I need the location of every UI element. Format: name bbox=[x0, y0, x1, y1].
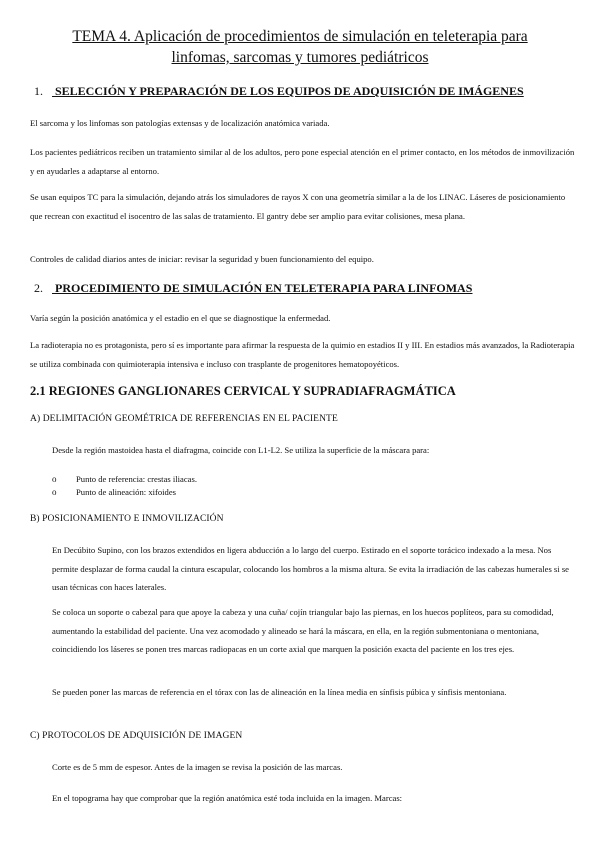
section-2-1-heading: 2.1 REGIONES GANGLIONARES CERVICAL Y SUPRADIAFRAGMÁTICA bbox=[30, 384, 456, 398]
paragraph: Varía según la posición anatómica y el estadio en el que se diagnostique la enfermedad. bbox=[30, 313, 331, 323]
paragraph: El sarcoma y los linfomas son patologías extensas y de localización anatómica variada. bbox=[30, 118, 330, 128]
bullet-marker: o bbox=[52, 487, 57, 497]
paragraph: La radioterapia no es protagonista, pero sí es importante para afirmar la respuesta de la quimio en estadios II y III. En estadios más avanzados, la Radioterapia se utiliza combinada con quimioterapia intensiva e incluso con trasplante de progenitores hematopoyéticos. bbox=[30, 340, 575, 369]
subsection-b-heading: B) POSICIONAMIENTO E INMOVILIZACIÓN bbox=[30, 514, 224, 524]
section-1-number: 1. bbox=[34, 84, 43, 98]
bullet-marker: o bbox=[52, 474, 57, 484]
paragraph: En el topograma hay que comprobar que la región anatómica esté toda incluida en la imagen. Marcas: bbox=[52, 793, 403, 803]
paragraph: En Decúbito Supino, con los brazos extendidos en ligera abducción a lo largo del cuerpo. Estirado en el soporte torácico indexado a la mesa. Nos permite desplazar de forma caudal la cintura escapular, colocando los hombros a la misma altura. Se evita la irradiación de las cabezas humerales si se usan técnicas con haces laterales. bbox=[52, 545, 569, 592]
paragraph: Se pueden poner las marcas de referencia en el tórax con las de alineación en la línea media en sínfisis púbica y sínfisis mentoniana. bbox=[52, 687, 507, 697]
section-2-heading bbox=[34, 281, 574, 296]
paragraph: Corte es de 5 mm de espesor. Antes de la imagen se revisa la posición de las marcas. bbox=[52, 762, 343, 772]
paragraph: Controles de calidad diarios antes de iniciar: revisar la seguridad y buen funcionamiento del equipo. bbox=[30, 254, 374, 264]
list-item-text: Punto de alineación: xifoides bbox=[76, 487, 176, 497]
list-item bbox=[52, 486, 552, 499]
paragraph: Se usan equipos TC para la simulación, dejando atrás los simuladores de rayos X con una geometría similar a la de los LINAC. Láseres de posicionamiento que recrean con exactitud el isocentro de las salas de tratamiento. El gantry debe ser amplio para evitar colisiones, mesa plana. bbox=[30, 192, 566, 221]
paragraph: Desde la región mastoidea hasta el diafragma, coincide con L1-L2. Se utiliza la superficie de la máscara para: bbox=[52, 445, 430, 455]
section-1-title: SELECCIÓN Y PREPARACIÓN DE LOS EQUIPOS DE ADQUISICIÓN DE IMÁGENES bbox=[55, 84, 524, 98]
section-2-title: PROCEDIMIENTO DE SIMULACIÓN EN TELETERAPIA PARA LINFOMAS bbox=[55, 281, 473, 295]
paragraph: Se coloca un soporte o cabezal para que apoye la cabeza y una cuña/ cojín triangular bajo las piernas, en los huecos poplíteos, para su comodidad, aumentando la estabilidad del paciente. Una vez acomodado y alineado se hará la máscara, en ella, en la región submentoniana o mentoniana, coincidiendo los láseres se ponen tres marcas radiopacas en un corte axial que marquen la posición exacta del paciente en los tres ejes. bbox=[52, 607, 554, 654]
list-item bbox=[52, 473, 552, 486]
section-2-number: 2. bbox=[34, 281, 43, 295]
list-item-text: Punto de referencia: crestas iliacas. bbox=[76, 474, 197, 484]
document-title bbox=[40, 26, 560, 68]
bullet-list bbox=[52, 473, 552, 499]
subsection-c-heading: C) PROTOCOLOS DE ADQUISICIÓN DE IMAGEN bbox=[30, 731, 243, 741]
title-line-2: linfomas, sarcomas y tumores pediátricos bbox=[171, 49, 429, 66]
section-1-heading bbox=[34, 84, 574, 99]
subsection-a-heading: A) DELIMITACIÓN GEOMÉTRICA DE REFERENCIAS EN EL PACIENTE bbox=[30, 414, 338, 424]
paragraph: Los pacientes pediátricos reciben un tratamiento similar al de los adultos, pero pone especial atención en el primer contacto, en los métodos de inmovilización y en ayudarles a adaptarse al entorno. bbox=[30, 147, 575, 176]
title-line-1: TEMA 4. Aplicación de procedimientos de simulación en teleterapia para bbox=[72, 28, 528, 45]
